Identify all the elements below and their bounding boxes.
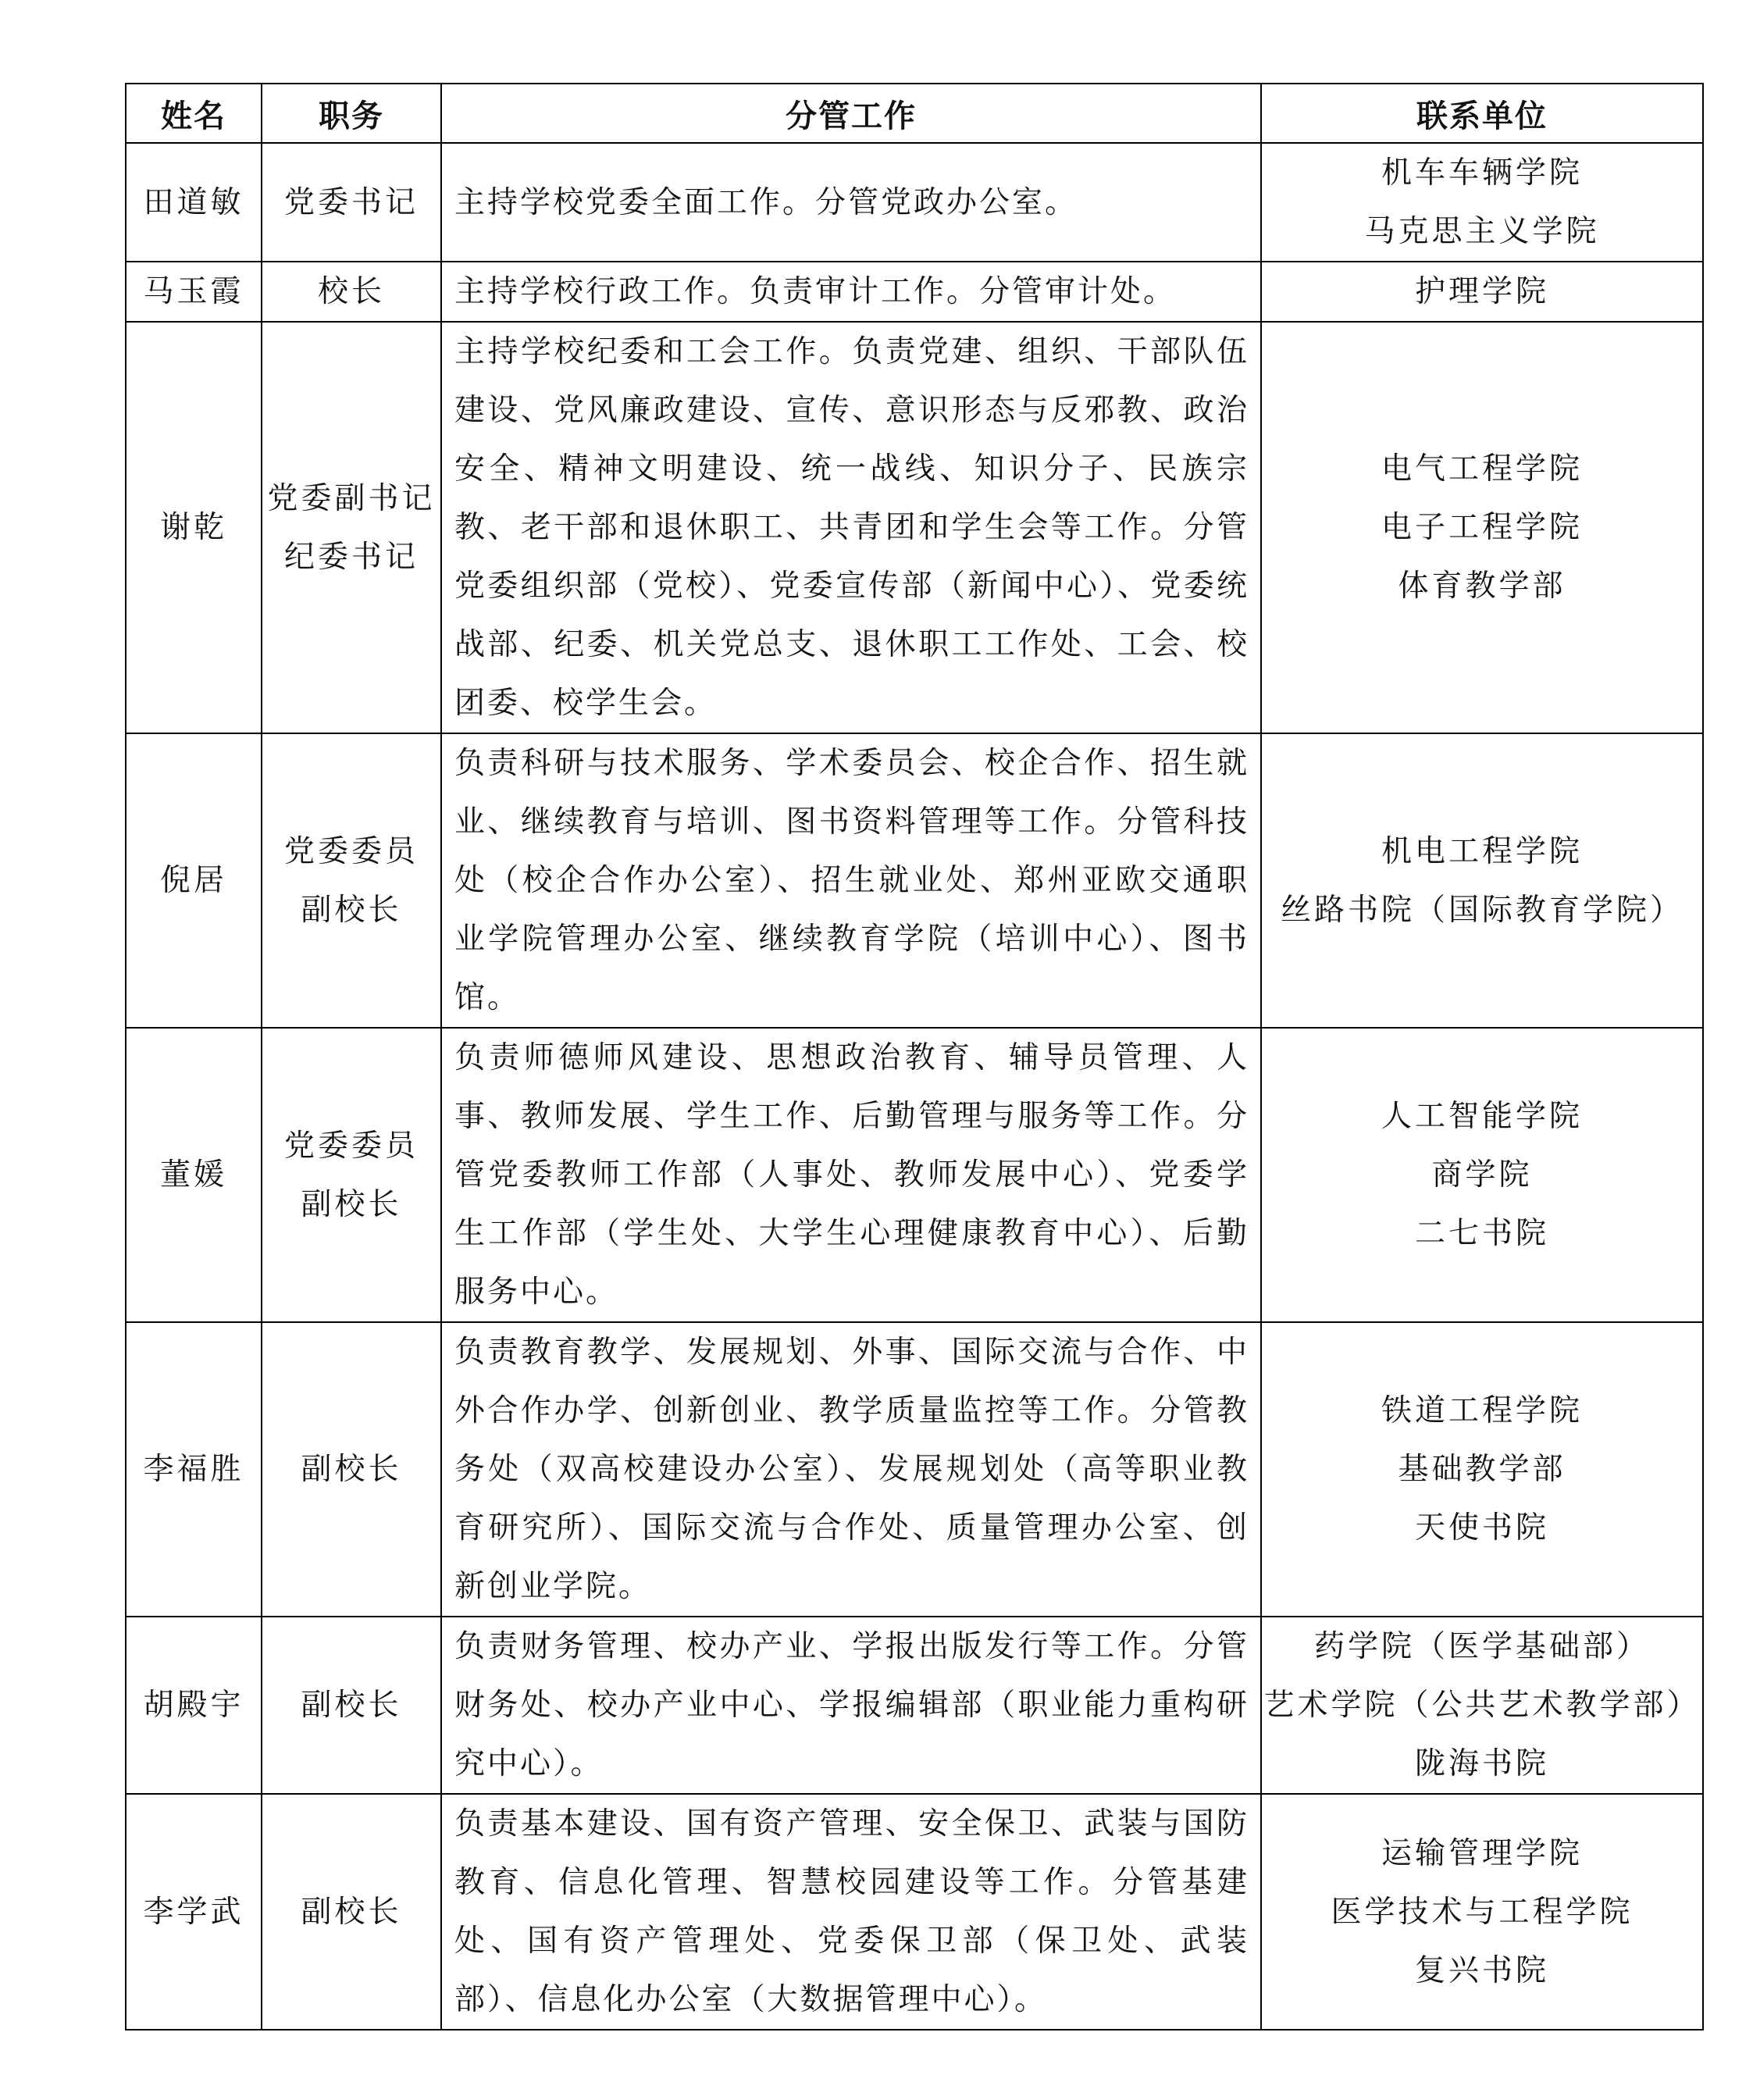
position-cell (262, 262, 441, 322)
responsibilities-cell: 负责科研与技术服务、学术委员会、校企合作、招生就业、继续教育与培训、图书资料管理等工作。分管科技处（校企合作办公室）、招生就业处、郑州亚欧交通职业学院管理办公室、继续教育学院（培训中心）、图书馆。 (441, 733, 1261, 1028)
position-cell (262, 143, 441, 262)
person-name: 李福胜 (126, 1322, 262, 1617)
position-line: 纪委书记 (283, 539, 419, 575)
contact-unit: 护理学院 (1414, 274, 1549, 309)
contact-units-cell (1261, 733, 1703, 1028)
table-row (126, 1794, 1703, 2030)
position-cell (262, 1028, 441, 1322)
contact-unit: 体育教学部 (1398, 569, 1566, 604)
position-line: 副校长 (301, 1688, 402, 1723)
contact-unit: 马克思主义学院 (1364, 214, 1600, 249)
contact-unit: 运输管理学院 (1381, 1835, 1583, 1871)
header-name: 姓名 (126, 84, 262, 143)
position-line: 副校长 (301, 892, 402, 928)
contact-units-cell (1261, 322, 1703, 733)
position-line: 副校长 (301, 1186, 402, 1222)
table-row (126, 143, 1703, 262)
responsibilities-cell: 主持学校党委全面工作。分管党政办公室。 (441, 143, 1261, 262)
table-row (126, 262, 1703, 322)
person-name: 田道敏 (126, 143, 262, 262)
contact-unit: 电气工程学院 (1381, 451, 1583, 487)
position-line: 党委委员 (283, 833, 419, 869)
responsibilities-cell: 负责财务管理、校办产业、学报出版发行等工作。分管财务处、校办产业中心、学报编辑部（职业能力重构研究中心）。 (441, 1617, 1261, 1794)
contact-unit: 天使书院 (1414, 1510, 1549, 1546)
contact-units-cell (1261, 1794, 1703, 2030)
contact-units-cell (1261, 1322, 1703, 1617)
contact-unit: 丝路书院（国际教育学院） (1280, 892, 1684, 928)
contact-unit: 商学院 (1431, 1157, 1533, 1193)
contact-unit: 二七书院 (1414, 1216, 1549, 1251)
person-name: 胡殿宇 (126, 1617, 262, 1794)
contact-unit: 艺术学院（公共艺术教学部） (1263, 1688, 1701, 1723)
table-row (126, 1322, 1703, 1617)
person-name: 马玉霞 (126, 262, 262, 322)
position-line: 党委副书记 (267, 480, 436, 516)
table-row (126, 733, 1703, 1028)
contact-unit: 机车车辆学院 (1381, 155, 1583, 191)
responsibilities-cell: 负责基本建设、国有资产管理、安全保卫、武装与国防教育、信息化管理、智慧校园建设等工作。分管基建处、国有资产管理处、党委保卫部（保卫处、武装部）、信息化办公室（大数据管理中心）。 (441, 1794, 1261, 2030)
leadership-table-container (125, 83, 1702, 2030)
responsibilities-cell: 负责教育教学、发展规划、外事、国际交流与合作、中外合作办学、创新创业、教学质量监控等工作。分管教务处（双高校建设办公室）、发展规划处（高等职业教育研究所）、国际交流与合作处、质量管理办公室、创新创业学院。 (441, 1322, 1261, 1617)
contact-unit: 复兴书院 (1414, 1952, 1549, 1988)
contact-unit: 人工智能学院 (1381, 1099, 1583, 1134)
table-row (126, 1028, 1703, 1322)
header-title: 职务 (262, 84, 441, 143)
contact-units-cell (1261, 1617, 1703, 1794)
table-row (126, 1617, 1703, 1794)
position-cell (262, 1794, 441, 2030)
contact-unit: 机电工程学院 (1381, 833, 1583, 869)
position-line: 副校长 (301, 1452, 402, 1487)
header-units: 联系单位 (1261, 84, 1703, 143)
contact-unit: 电子工程学院 (1381, 510, 1583, 545)
table-row (126, 322, 1703, 733)
position-line: 副校长 (301, 1894, 402, 1930)
table-body (126, 143, 1703, 2030)
responsibilities-cell: 主持学校行政工作。负责审计工作。分管审计处。 (441, 262, 1261, 322)
contact-units-cell (1261, 262, 1703, 322)
contact-unit: 药学院（医学基础部） (1313, 1629, 1650, 1664)
position-cell (262, 322, 441, 733)
contact-unit: 医学技术与工程学院 (1331, 1894, 1634, 1930)
contact-unit: 铁道工程学院 (1381, 1393, 1583, 1428)
table-header (126, 84, 1703, 143)
person-name: 李学武 (126, 1794, 262, 2030)
position-cell (262, 1617, 441, 1794)
position-line: 党委委员 (283, 1128, 419, 1164)
header-work: 分管工作 (441, 84, 1261, 143)
responsibilities-cell: 负责师德师风建设、思想政治教育、辅导员管理、人事、教师发展、学生工作、后勤管理与服务等工作。分管党委教师工作部（人事处、教师发展中心）、党委学生工作部（学生处、大学生心理健康教育中心）、后勤服务中心。 (441, 1028, 1261, 1322)
contact-units-cell (1261, 1028, 1703, 1322)
leadership-table (125, 83, 1704, 2030)
contact-unit: 陇海书院 (1414, 1746, 1549, 1781)
contact-unit: 基础教学部 (1398, 1452, 1566, 1487)
person-name: 谢乾 (126, 322, 262, 733)
position-cell (262, 1322, 441, 1617)
contact-units-cell (1261, 143, 1703, 262)
header-row (126, 84, 1703, 143)
position-cell (262, 733, 441, 1028)
person-name: 倪居 (126, 733, 262, 1028)
person-name: 董媛 (126, 1028, 262, 1322)
responsibilities-cell: 主持学校纪委和工会工作。负责党建、组织、干部队伍建设、党风廉政建设、宣传、意识形态与反邪教、政治安全、精神文明建设、统一战线、知识分子、民族宗教、老干部和退休职工、共青团和学生会等工作。分管党委组织部（党校）、党委宣传部（新闻中心）、党委统战部、纪委、机关党总支、退休职工工作处、工会、校团委、校学生会。 (441, 322, 1261, 733)
position-line: 党委书记 (283, 184, 419, 220)
position-line: 校长 (317, 274, 385, 309)
